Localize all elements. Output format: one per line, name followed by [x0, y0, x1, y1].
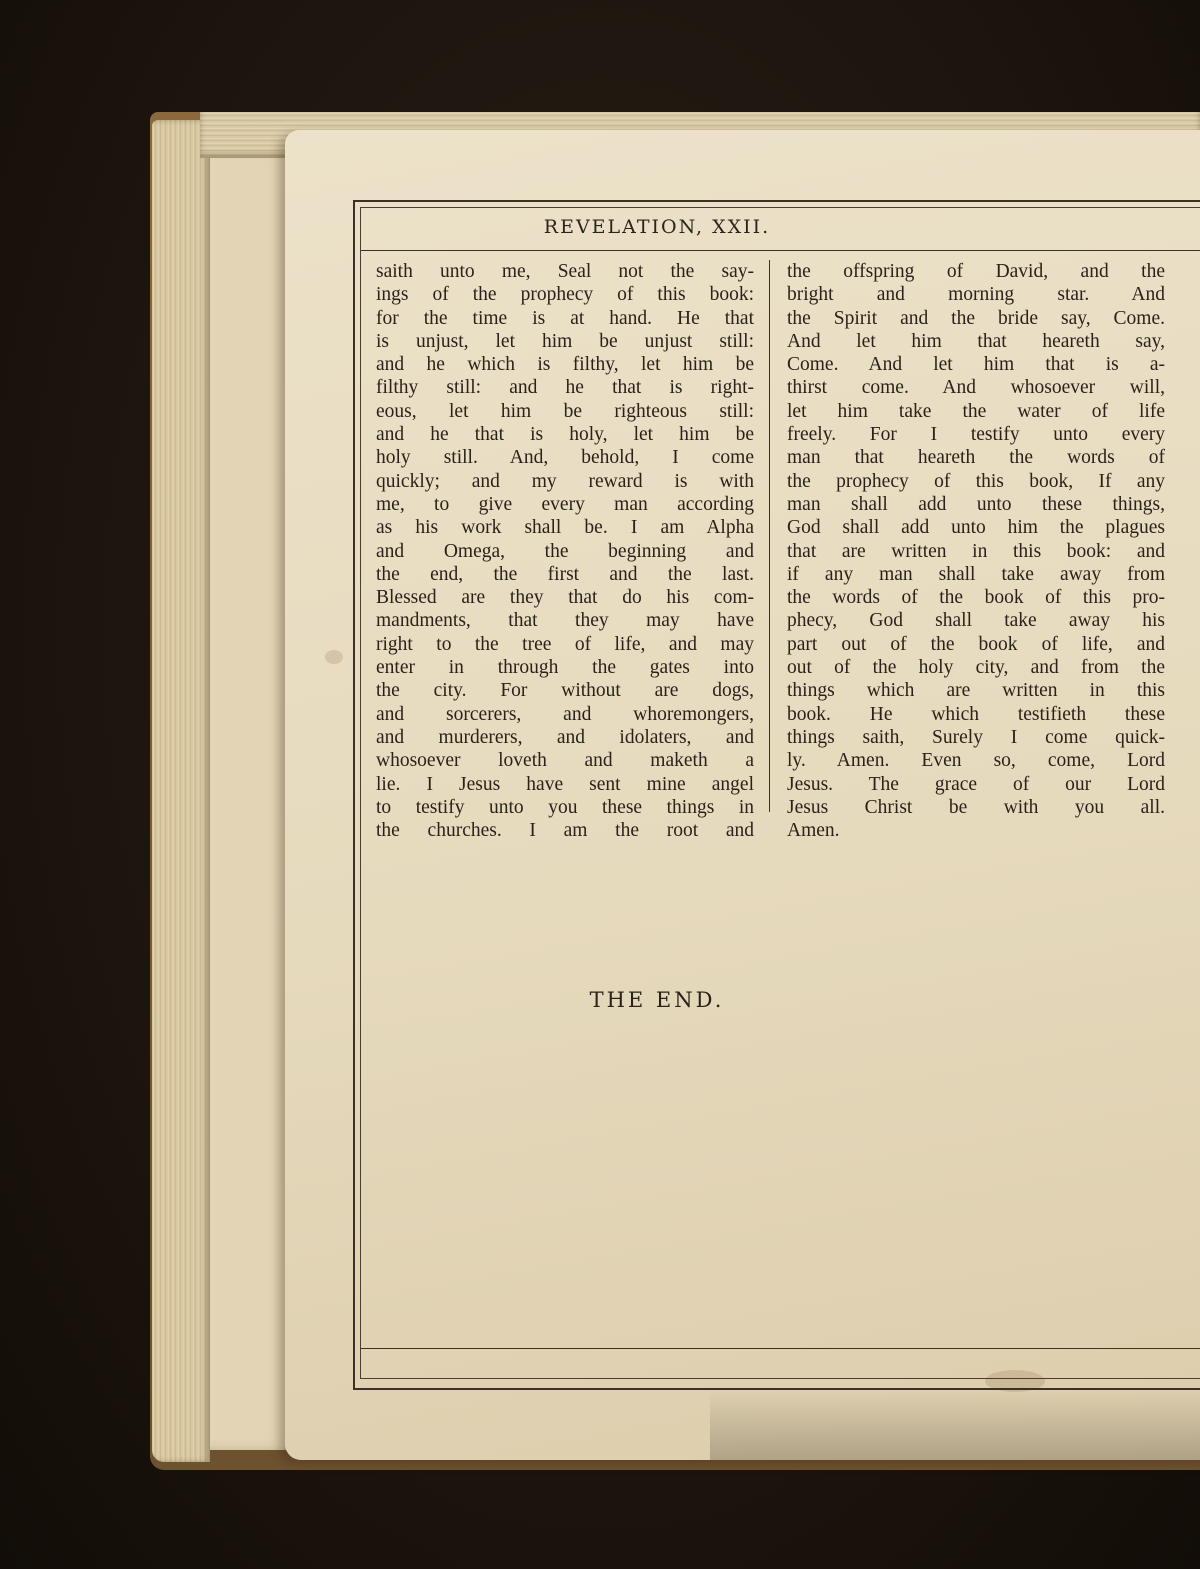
text-line: phecy, God shall take away his	[787, 610, 1165, 632]
text-line: God shall add unto him the plagues	[787, 517, 1165, 539]
text-line: holy still. And, behold, I come	[376, 447, 754, 469]
text-line: man shall add unto these things,	[787, 493, 1165, 515]
text-line: and he that is holy, let him be	[376, 424, 754, 446]
text-line: the churches. I am the root and	[376, 820, 754, 842]
text-line: as his work shall be. I am Alpha	[376, 517, 754, 539]
text-frame	[353, 200, 1200, 1390]
text-line: that are written in this book: and	[787, 540, 1165, 562]
text-frame-inner	[360, 207, 1200, 1379]
text-line: mandments, that they may have	[376, 610, 754, 632]
text-line: man that heareth the words of	[787, 447, 1165, 469]
text-line: and sorcerers, and whoremongers,	[376, 703, 754, 725]
book-page	[285, 130, 1200, 1460]
left-column	[376, 260, 754, 842]
text-line: quickly; and my reward is with	[376, 470, 754, 492]
text-line: thirst come. And whosoever will,	[787, 377, 1165, 399]
text-line: Come. And let him that is a-	[787, 354, 1165, 376]
text-line: Blessed are they that do his com-	[376, 587, 754, 609]
bottom-rule	[361, 1348, 1200, 1349]
text-line: ly. Amen. Even so, come, Lord	[787, 750, 1165, 772]
text-line: the prophecy of this book, If any	[787, 470, 1165, 492]
text-line: freely. For I testify unto every	[787, 424, 1165, 446]
text-line: out of the holy city, and from the	[787, 657, 1165, 679]
text-line: the Spirit and the bride say, Come.	[787, 307, 1165, 329]
text-line: eous, let him be righteous still:	[376, 400, 754, 422]
text-line: right to the tree of life, and may	[376, 633, 754, 655]
text-line: bright and morning star. And	[787, 284, 1165, 306]
text-line: book. He which testifieth these	[787, 703, 1165, 725]
text-line: is unjust, let him be unjust still:	[376, 330, 754, 352]
text-line: Jesus. The grace of our Lord	[787, 773, 1165, 795]
text-line: to testify unto you these things in	[376, 796, 754, 818]
text-line: and he which is filthy, let him be	[376, 354, 754, 376]
text-line: and Omega, the beginning and	[376, 540, 754, 562]
text-line: things which are written in this	[787, 680, 1165, 702]
text-line: and murderers, and idolaters, and	[376, 726, 754, 748]
right-column	[787, 260, 1165, 842]
text-line: ings of the prophecy of this book:	[376, 284, 754, 306]
text-line: enter in through the gates into	[376, 657, 754, 679]
text-line: the end, the first and the last.	[376, 563, 754, 585]
text-line: Amen.	[787, 820, 840, 842]
text-line: And let him that heareth say,	[787, 330, 1165, 352]
the-end-heading: THE END.	[589, 988, 725, 1012]
text-line: if any man shall take away from	[787, 563, 1165, 585]
text-line: filthy still: and he that is right-	[376, 377, 754, 399]
column-divider	[769, 260, 770, 812]
text-line: part out of the book of life, and	[787, 633, 1165, 655]
text-line: lie. I Jesus have sent mine angel	[376, 773, 754, 795]
header-rule	[361, 250, 1200, 251]
text-line: me, to give every man according	[376, 493, 754, 515]
text-line: saith unto me, Seal not the say-	[376, 261, 754, 282]
text-line: the city. For without are dogs,	[376, 680, 754, 702]
text-line: Jesus Christ be with you all.	[787, 796, 1165, 818]
running-head: REVELATION, XXII.	[543, 216, 771, 238]
page-edges-side	[152, 120, 210, 1462]
text-line: things saith, Surely I come quick-	[787, 726, 1165, 748]
text-line: the words of the book of this pro-	[787, 587, 1165, 609]
text-line: the offspring of David, and the	[787, 261, 1165, 282]
text-line: for the time is at hand. He that	[376, 307, 754, 329]
text-line: whosoever loveth and maketh a	[376, 750, 754, 772]
foxing-spot	[325, 650, 343, 664]
text-line: let him take the water of life	[787, 400, 1165, 422]
